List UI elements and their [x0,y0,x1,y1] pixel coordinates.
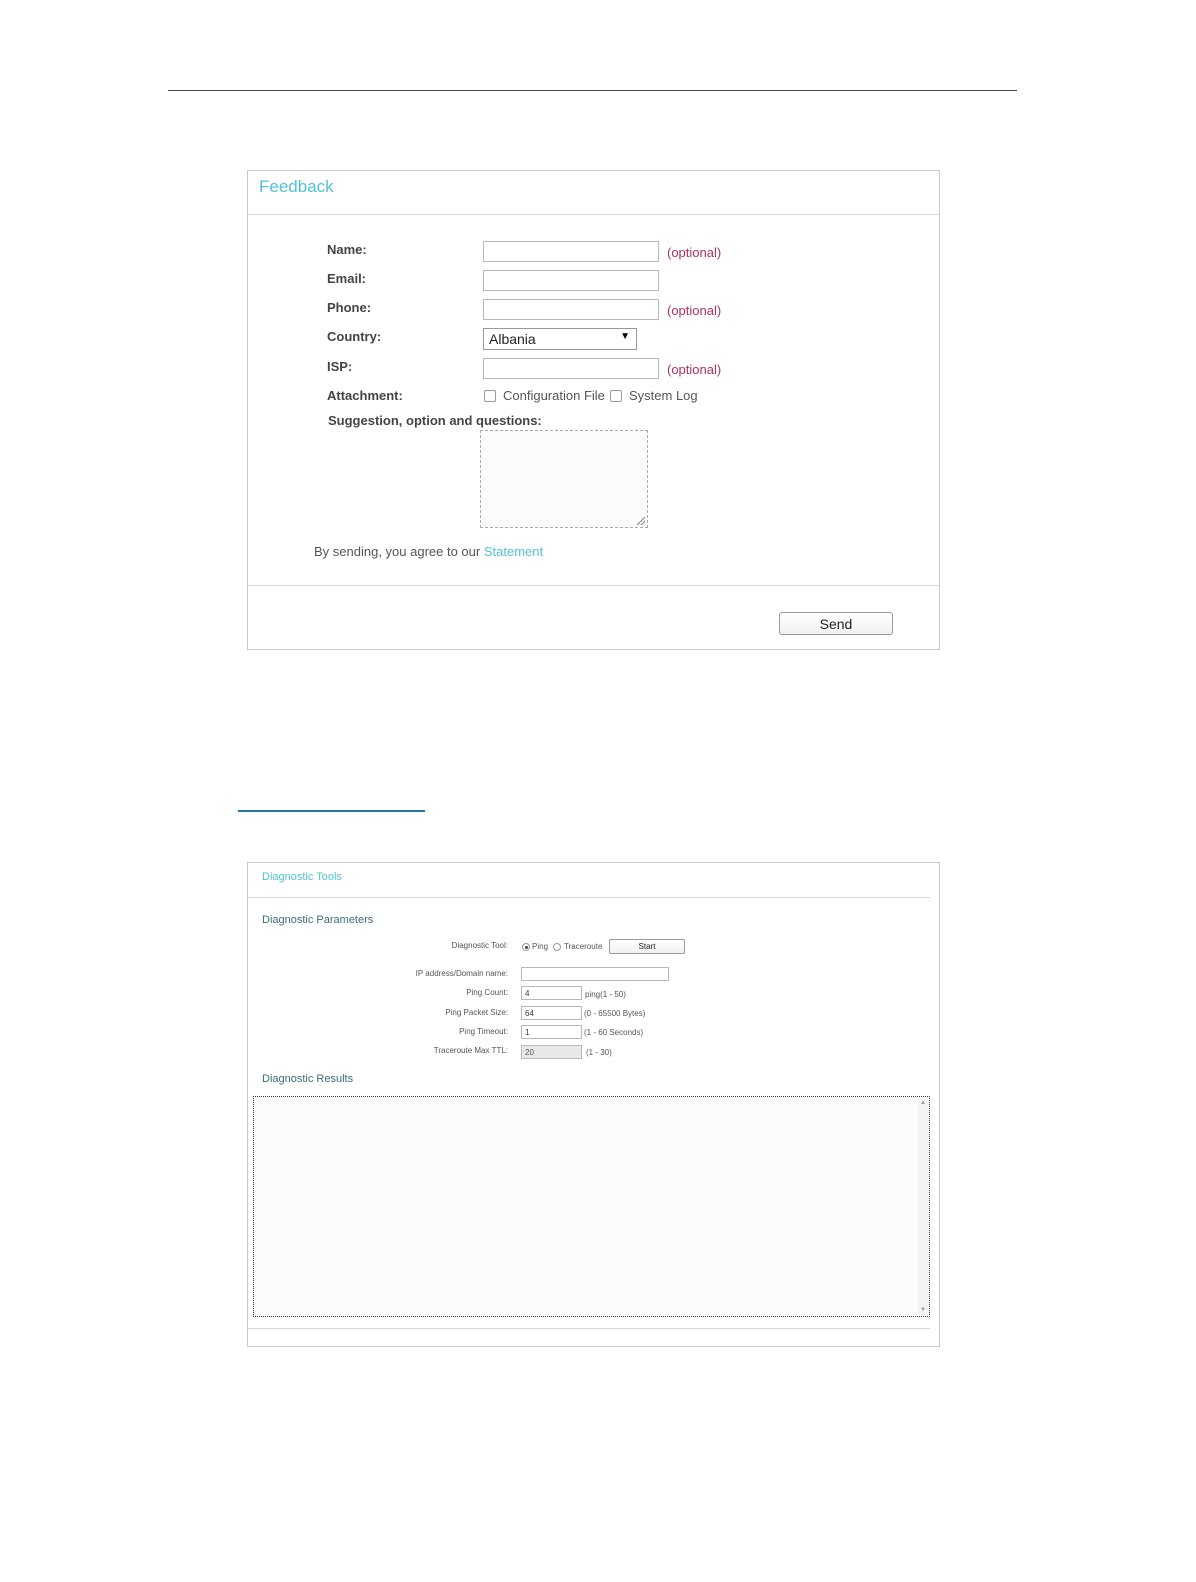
traceroute-ttl-input[interactable]: 20 [521,1045,582,1059]
divider [248,897,930,898]
name-label: Name: [327,242,367,257]
system-log-checkbox[interactable] [610,390,622,402]
ping-timeout-hint: (1 - 60 Seconds) [584,1028,644,1037]
feedback-panel [247,170,940,650]
diagnostic-results-heading: Diagnostic Results [262,1073,354,1085]
diagnostic-results-area[interactable] [253,1096,930,1317]
isp-label: ISP: [327,359,353,374]
packet-size-input[interactable]: 64 [521,1006,582,1020]
system-log-label: System Log [629,388,698,403]
arrow-down-icon[interactable]: ▼ [920,1307,926,1313]
ping-radio-label: Ping [532,942,549,951]
configuration-file-checkbox[interactable] [484,390,496,402]
isp-field[interactable] [483,358,659,379]
packet-size-hint: (0 - 65500 Bytes) [584,1009,646,1018]
email-label: Email: [327,271,367,286]
diagnostic-parameters-heading: Diagnostic Parameters [262,914,374,926]
ping-count-label: Ping Count: [466,988,508,997]
agree-text: By sending, you agree to our [314,544,484,559]
ping-timeout-input[interactable]: 1 [521,1025,582,1039]
ping-count-input[interactable]: 4 [521,986,582,1000]
divider [248,214,939,215]
ping-count-hint: ping(1 - 50) [585,990,626,999]
country-select-value: Albania [489,331,536,347]
isp-optional-note: (optional) [667,362,722,377]
country-label: Country: [327,329,382,344]
diagnostic-tool-label: Diagnostic Tool: [451,941,508,950]
traceroute-ttl-hint: (1 - 30) [586,1048,612,1057]
ip-domain-input[interactable] [521,967,669,981]
diagnostic-tools-panel [247,862,940,1347]
divider [248,585,939,586]
ping-radio[interactable] [522,943,530,951]
start-button[interactable]: Start [609,939,685,954]
name-optional-note: (optional) [667,245,722,260]
email-field[interactable] [483,270,659,291]
country-select[interactable] [483,328,637,350]
suggestion-textarea[interactable] [480,430,648,528]
traceroute-ttl-label: Traceroute Max TTL: [433,1046,508,1055]
packet-size-label: Ping Packet Size: [445,1008,508,1017]
traceroute-radio-label: Traceroute [564,942,603,951]
ip-domain-label: IP address/Domain name: [415,969,508,978]
resize-handle-icon[interactable] [637,517,645,525]
ping-timeout-label: Ping Timeout: [459,1027,508,1036]
arrow-up-icon[interactable]: ▲ [920,1100,926,1106]
name-field[interactable] [483,241,659,262]
diagnostic-tools-title: Diagnostic Tools [262,871,342,883]
attachment-label: Attachment: [327,388,403,403]
statement-link[interactable]: Statement [483,544,544,559]
feedback-title: Feedback [259,177,334,196]
page-top-rule [168,90,1017,91]
traceroute-radio[interactable] [553,943,561,951]
phone-label: Phone: [327,300,372,315]
agree-statement [314,544,543,559]
results-scrollbar[interactable] [918,1098,928,1315]
phone-field[interactable] [483,299,659,320]
configuration-file-label: Configuration File [503,388,605,403]
suggestion-label: Suggestion, option and questions: [328,413,542,428]
section-heading-rule [238,810,425,812]
divider [248,1328,930,1329]
send-button[interactable]: Send [779,612,893,635]
phone-optional-note: (optional) [667,303,722,318]
chevron-down-icon: ▼ [620,331,630,342]
